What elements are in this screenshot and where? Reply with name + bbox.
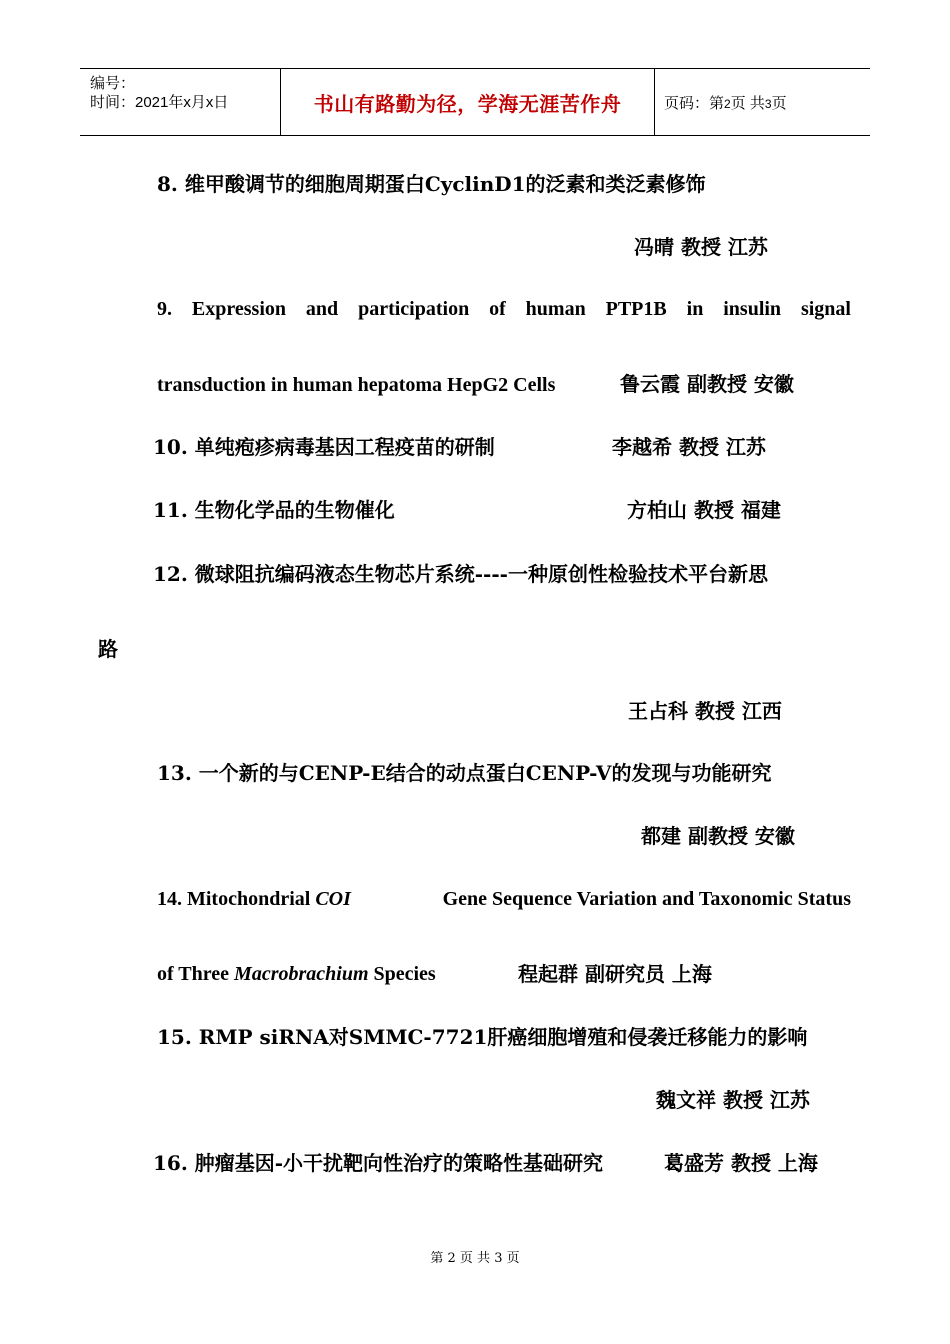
item-16-title: 16. 肿瘤基因-小干扰靶向性治疗的策略性基础研究 bbox=[153, 1151, 604, 1175]
document-number-label: 编号： bbox=[90, 75, 136, 92]
header-table bbox=[80, 68, 870, 136]
header-motto: 书山有路勤为径，学海无涯苦作舟 bbox=[313, 91, 622, 116]
item-11-author: 方柏山 教授 福建 bbox=[627, 498, 781, 522]
item-13-author: 都建 副教授 安徽 bbox=[641, 824, 795, 848]
header-page-cell bbox=[655, 69, 870, 135]
item-10-title: 10. 单纯疱疹病毒基因工程疫苗的研制 bbox=[153, 435, 495, 459]
item-13-title: 13. 一个新的与CENP-E结合的动点蛋白CENP-V的发现与功能研究 bbox=[157, 761, 772, 785]
item-12-title-line2: 路 bbox=[98, 637, 118, 661]
item-8-title: 8. 维甲酸调节的细胞周期蛋白CyclinD1的泛素和类泛素修饰 bbox=[157, 172, 706, 196]
document-date-label: 时间：2021年x月x日 bbox=[90, 94, 229, 111]
header-motto-cell bbox=[281, 69, 655, 135]
item-14-title-line1: 14. Mitochondrial COI Gene Sequence Variation and Taxonomic Status bbox=[157, 888, 851, 910]
item-10-author: 李越希 教授 江苏 bbox=[612, 435, 766, 459]
page-footer: 第 2 页 共 3 页 bbox=[430, 1251, 520, 1266]
item-14-title-line2: of Three Macrobrachium Species bbox=[157, 963, 436, 985]
item-12-author: 王占科 教授 江西 bbox=[628, 699, 782, 723]
header-meta-cell bbox=[80, 69, 281, 135]
item-15-author: 魏文祥 教授 江苏 bbox=[656, 1088, 810, 1112]
item-9-author: 鲁云霞 副教授 安徽 bbox=[620, 372, 794, 396]
item-16-author: 葛盛芳 教授 上海 bbox=[664, 1151, 818, 1175]
item-9-title-line1: 9. Expression and participation of human PTP1B in insulin signal bbox=[157, 298, 851, 320]
item-9-title-line2: transduction in human hepatoma HepG2 Cells bbox=[157, 374, 556, 396]
item-12-title-line1: 12. 微球阻抗编码液态生物芯片系统----一种原创性检验技术平台新思 bbox=[153, 562, 768, 586]
header-page-info: 页码：第2页 共3页 bbox=[664, 94, 787, 112]
item-11-title: 11. 生物化学品的生物催化 bbox=[153, 498, 395, 522]
item-8-author: 冯晴 教授 江苏 bbox=[634, 235, 768, 259]
item-14-author: 程起群 副研究员 上海 bbox=[518, 962, 712, 986]
item-15-title: 15. RMP siRNA对SMMC-7721肝癌细胞增殖和侵袭迁移能力的影响 bbox=[157, 1025, 808, 1049]
